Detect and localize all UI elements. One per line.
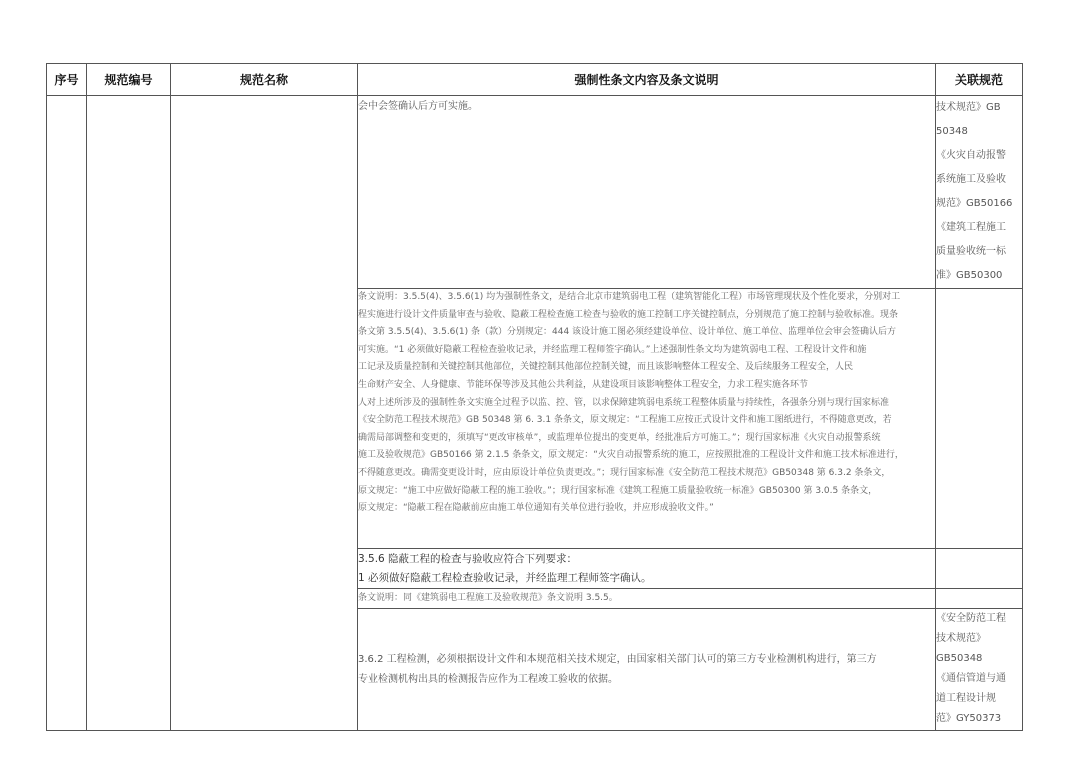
explanation-line: 施工及验收规范》GB50166 第 2.1.5 条条文，原文规定：“火灾自动报警系统的施工，应按照批准的工程设计文件和施工技术标准进行，: [358, 450, 904, 461]
standards-table: [46, 63, 1023, 731]
explanation-line: 不得随意更改。确需变更设计时，应由原设计单位负责更改。”；现行国家标准《安全防范工程技术规范》GB50348 第 6.3.2 条条文，: [358, 467, 891, 478]
explanation-line: 程实施进行设计文件质量审查与验收、隐蔽工程检查施工检查与验收的施工控制工序关键控制点，分别规范了施工控制与验收标准。现条: [358, 309, 899, 320]
table-row: [47, 96, 1023, 289]
explanation-line: 确需局部调整和变更的，须填写“更改审核单”，或监理单位提出的变更单，经批准后方可施工。”；现行国家标准《火灾自动报警系统: [358, 432, 881, 443]
explanation-line: 原文规定：“隐蔽工程在隐蔽前应由施工单位通知有关单位进行验收，并应形成验收文件。”: [358, 503, 714, 514]
related-line: 准》GB50300: [936, 270, 1003, 281]
explanation-line: 条文说明：3.5.5(4)、3.5.6(1) 均为强制性条文，是结合北京市建筑弱电工程（建筑智能化工程）市场管理现状及个性化要求，分别对工: [358, 292, 901, 302]
header-seq: 序号: [47, 64, 87, 96]
related-cell: [936, 589, 1023, 609]
explanation-cell: [358, 589, 936, 609]
explanation-cell: [358, 289, 936, 549]
related-line: 《安全防范工程: [936, 613, 1006, 624]
content-line: 3.6.2 工程检测，必须根据设计文件和本规范相关技术规定，由国家相关部门认可的第三方专业检测机构进行，第三方: [358, 653, 877, 665]
header-row: [47, 64, 1023, 96]
related-cell: [936, 549, 1023, 589]
related-line: 《通信管道与通: [936, 673, 1006, 684]
header-name: 规范名称: [171, 64, 358, 96]
header-content: 强制性条文内容及条文说明: [358, 64, 936, 96]
explanation-line: 条文说明：同《建筑弱电工程施工及验收规范》条文说明 3.5.5。: [358, 593, 618, 603]
seq-cell: [47, 96, 87, 731]
related-line: 50348: [936, 126, 968, 137]
explanation-line: 人对上述所涉及的强制性条文实施全过程予以监、控、管，以求保障建筑弱电系统工程整体质量与持续性，各强条分别与现行国家标准: [358, 397, 890, 408]
content-line: 专业检测机构出具的检测报告应作为工程竣工验收的依据。: [358, 673, 618, 685]
explanation-line: 生命财产安全、人身健康、节能环保等涉及其他公共利益，从建设项目该影响整体工程安全，力求工程实施各环节: [358, 379, 809, 390]
related-line: 技术规范》GB: [936, 102, 1001, 113]
code-cell: [87, 96, 171, 731]
related-cell: [936, 289, 1023, 549]
related-line: 质量验收统一标: [936, 246, 1006, 257]
related-cell: [936, 96, 1023, 289]
related-line: 系统施工及验收: [936, 174, 1006, 185]
name-cell: [171, 96, 358, 731]
explanation-line: 原文规定：“施工中应做好隐蔽工程的施工验收。”；现行国家标准《建筑工程施工质量验收统一标准》GB50300 第 3.0.5 条条文，: [358, 485, 878, 496]
clause-line: 1 必须做好隐蔽工程检查验收记录，并经监理工程师签字确认。: [358, 572, 652, 584]
content-cell: [358, 609, 936, 731]
explanation-line: 工记录及质量控制和关键控制其他部位，关键控制其他部位控制关键，而且该影响整体工程安全、及后续服务工程安全，人民: [358, 362, 854, 373]
related-line: 《建筑工程施工: [936, 222, 1006, 233]
explanation-line: 条文第 3.5.5(4)、3.5.6(1) 条（款）分别规定：444 该设计施工图必须经建设单位、设计单位、施工单位、监理单位会审会签确认后方: [358, 327, 897, 338]
header-code: 规范编号: [87, 64, 171, 96]
related-line: 规范》GB50166: [936, 198, 1013, 209]
related-line: 范》GY50373: [936, 713, 1002, 724]
explanation-line: 《安全防范工程技术规范》GB 50348 第 6. 3.1 条条文，原文规定：“工程施工应按正式设计文件和施工图纸进行，不得随意更改，若: [358, 415, 892, 426]
header-related: 关联规范: [936, 64, 1023, 96]
clause-line: 3.5.6 隐蔽工程的检查与验收应符合下列要求：: [358, 553, 578, 565]
clause-cell: [358, 549, 936, 589]
related-line: 《火灾自动报警: [936, 150, 1006, 161]
content-cell: [358, 96, 936, 289]
content-text: 会中会签确认后方可实施。: [358, 101, 478, 112]
related-line: 技术规范》: [936, 633, 986, 644]
related-cell: [936, 609, 1023, 731]
related-line: GB50348: [936, 653, 983, 664]
related-line: 道工程设计规: [936, 693, 996, 704]
explanation-line: 可实施。“1 必须做好隐蔽工程检查验收记录，并经监理工程师签字确认。”上述强制性条文均为建筑弱电工程、工程设计文件和施: [358, 344, 867, 355]
